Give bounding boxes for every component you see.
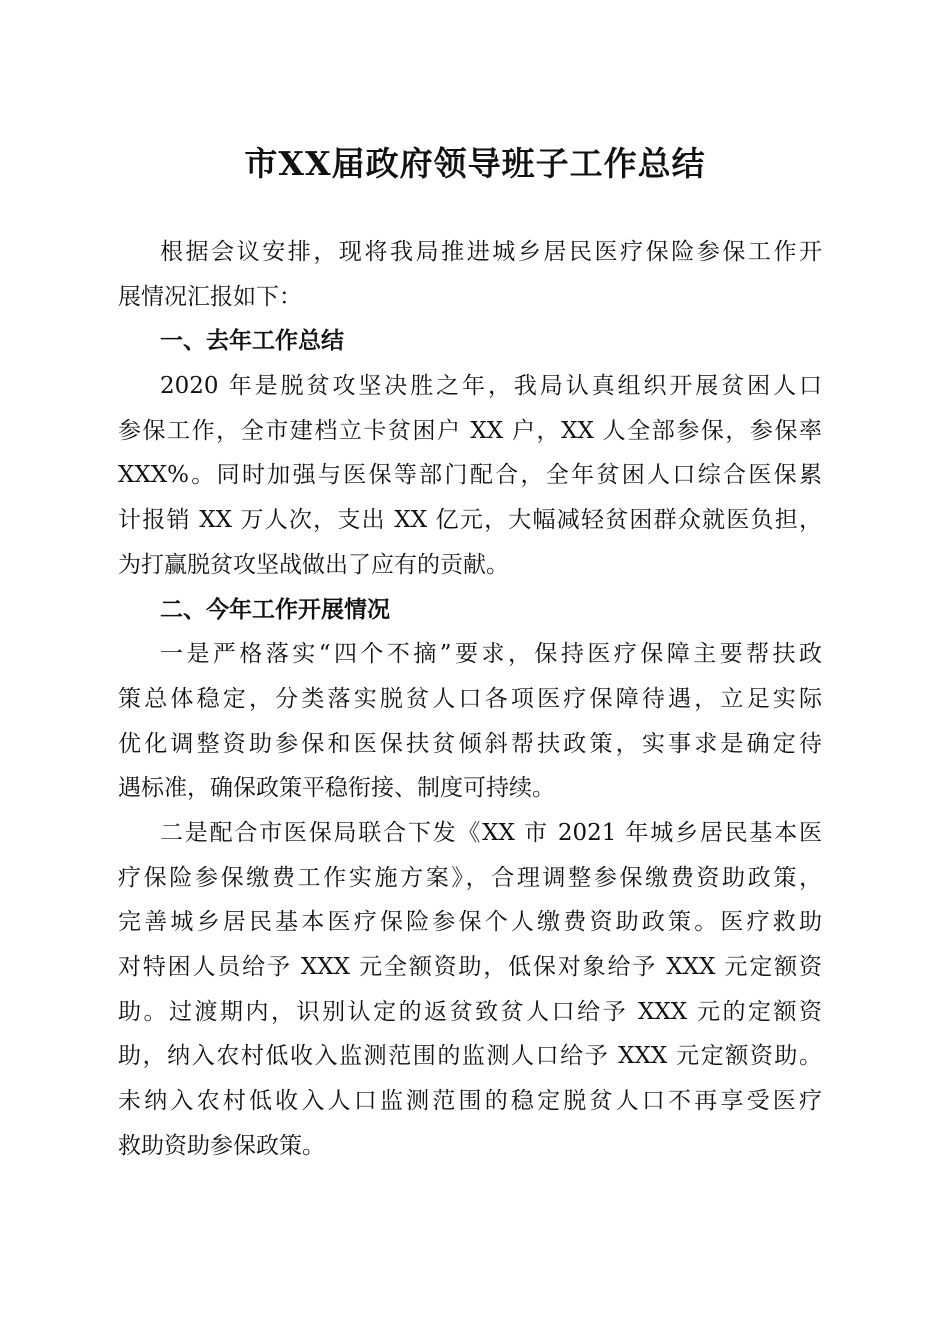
document-body — [118, 230, 822, 1168]
paragraph-line: 完善城乡居民基本医疗保险参保个人缴费资助政策。医疗救助 — [118, 909, 822, 936]
document-title: 市XX届政府领导班子工作总结 — [244, 144, 706, 183]
section-heading: 一、去年工作总结 — [160, 328, 344, 355]
paragraph-line: 未纳入农村低收入人口监测范围的稳定脱贫人口不再享受医疗 — [118, 1088, 822, 1115]
paragraph-line: 助，纳入农村低收入监测范围的监测人口给予 XXX 元定额资助。 — [118, 1043, 822, 1070]
paragraph-line: 遇标准，确保政策平稳衔接、制度可持续。 — [118, 775, 555, 802]
paragraph-line: 为打赢脱贫攻坚战做出了应有的贡献。 — [118, 551, 509, 578]
paragraph-line: 参保工作，全市建档立卡贫困户 XX 户，XX 人全部参保，参保率 — [118, 417, 822, 444]
paragraph-line: 助。过渡期内，识别认定的返贫致贫人口给予 XXX 元的定额资 — [118, 998, 822, 1025]
paragraph-line: 优化调整资助参保和医保扶贫倾斜帮扶政策，实事求是确定待 — [118, 730, 822, 757]
paragraph-line: 二是配合市医保局联合下发《XX 市 2021 年城乡居民基本医 — [160, 819, 822, 846]
paragraph-line: 一是严格落实“四个不摘”要求，保持医疗保障主要帮扶政 — [160, 641, 822, 668]
paragraph-line: XXX%。同时加强与医保等部门配合，全年贫困人口综合医保累 — [118, 462, 822, 489]
paragraph-line: 疗保险参保缴费工作实施方案》，合理调整参保缴费资助政策， — [118, 864, 822, 891]
intro-line: 展情况汇报如下： — [118, 283, 302, 310]
intro-line: 根据会议安排，现将我局推进城乡居民医疗保险参保工作开 — [160, 239, 822, 265]
paragraph-line: 计报销 XX 万人次，支出 XX 亿元，大幅减轻贫困群众就医负担， — [118, 507, 822, 534]
paragraph-line: 救助资助参保政策。 — [118, 1132, 325, 1159]
paragraph-line: 2020 年是脱贫攻坚决胜之年，我局认真组织开展贫困人口 — [160, 373, 822, 400]
paragraph-line: 对特困人员给予 XXX 元全额资助，低保对象给予 XXX 元定额资 — [118, 954, 822, 980]
section-heading: 二、今年工作开展情况 — [160, 596, 390, 623]
paragraph-line: 策总体稳定，分类落实脱贫人口各项医疗保障待遇，立足实际 — [118, 685, 822, 712]
